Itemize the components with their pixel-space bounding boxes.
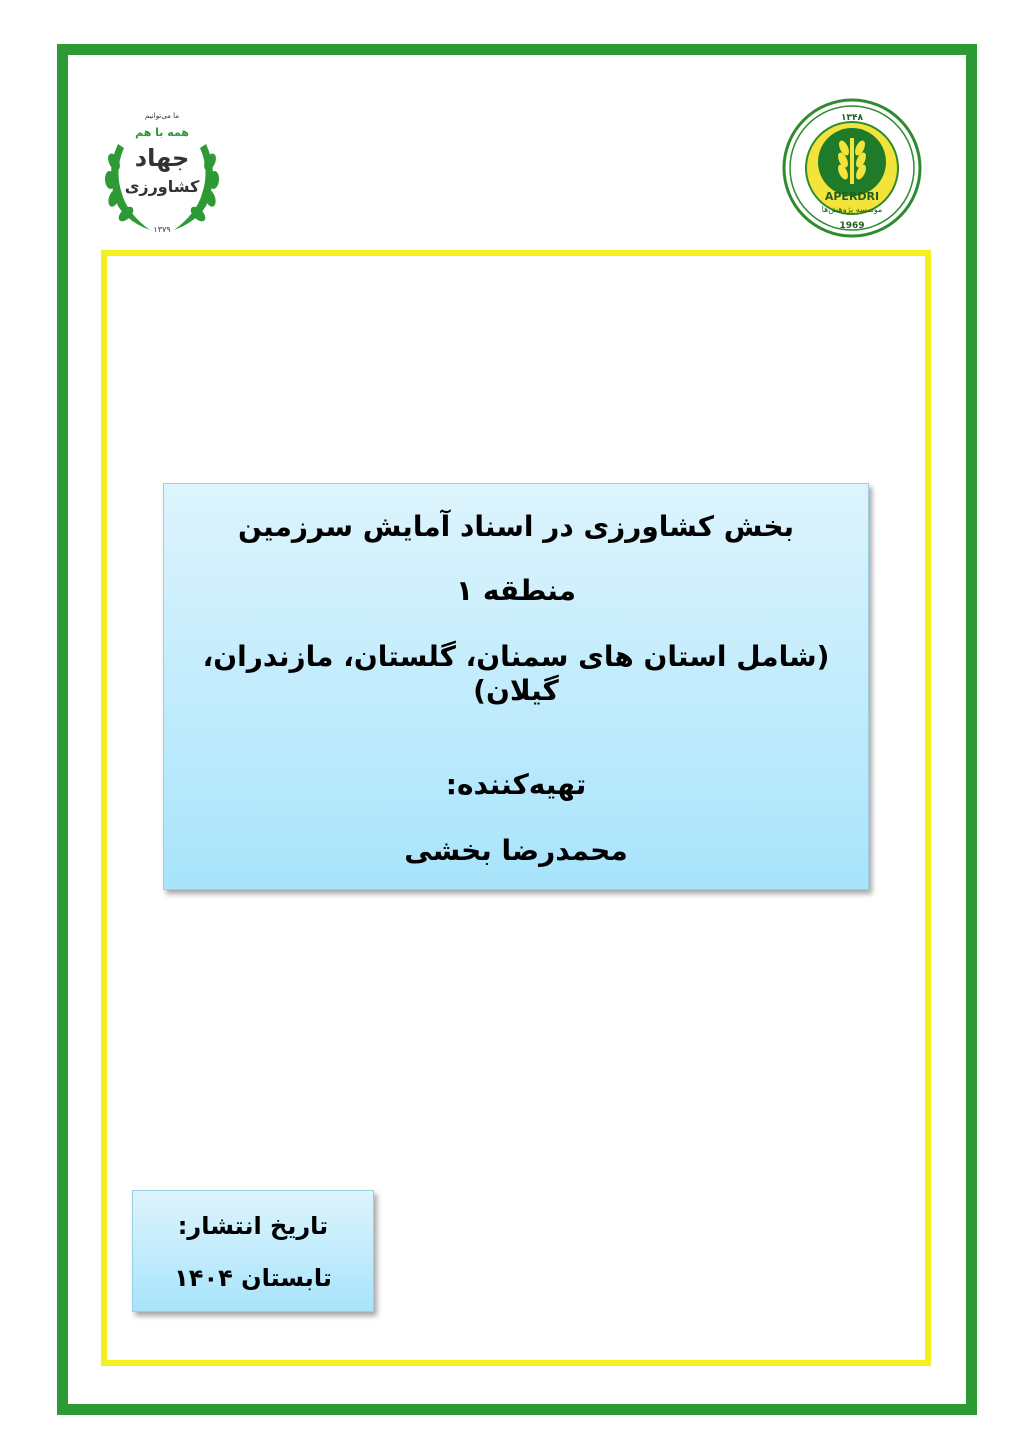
jahad-motto: همه با هم: [135, 126, 189, 139]
jahad-word-1: جهاد: [134, 144, 190, 172]
publication-date-box: [132, 1190, 374, 1312]
aperdri-acronym: APERDRI: [824, 190, 880, 203]
title-line-3: (شامل استان های سمنان، گلستان، مازندران، گیلان): [202, 640, 830, 707]
aperdri-persian-text: موسسه پژوهش‌ها: [821, 205, 883, 214]
jahad-keshavarzi-logo: [98, 104, 226, 236]
author-label: تهیه‌کننده:: [445, 768, 587, 801]
aperdri-year-gregorian: 1969: [839, 221, 865, 231]
jahad-year: ۱۳۷۹: [153, 225, 171, 234]
title-box: [163, 483, 869, 890]
title-line-2: منطقه ۱: [455, 574, 576, 607]
aperdri-seal-logo: [780, 96, 924, 240]
aperdri-year-shamsi: ۱۳۴۸: [841, 113, 863, 123]
title-line-1: بخش کشاورزی در اسناد آمایش سرزمین: [237, 510, 795, 543]
publication-date-label: تاریخ انتشار:: [177, 1212, 329, 1240]
author-name: محمدرضا بخشی: [404, 834, 628, 867]
jahad-top-small-text: ما می‌توانیم: [145, 112, 179, 120]
jahad-word-2: کشاورزی: [124, 177, 200, 196]
publication-date-value: تابستان ۱۴۰۴: [174, 1264, 332, 1292]
